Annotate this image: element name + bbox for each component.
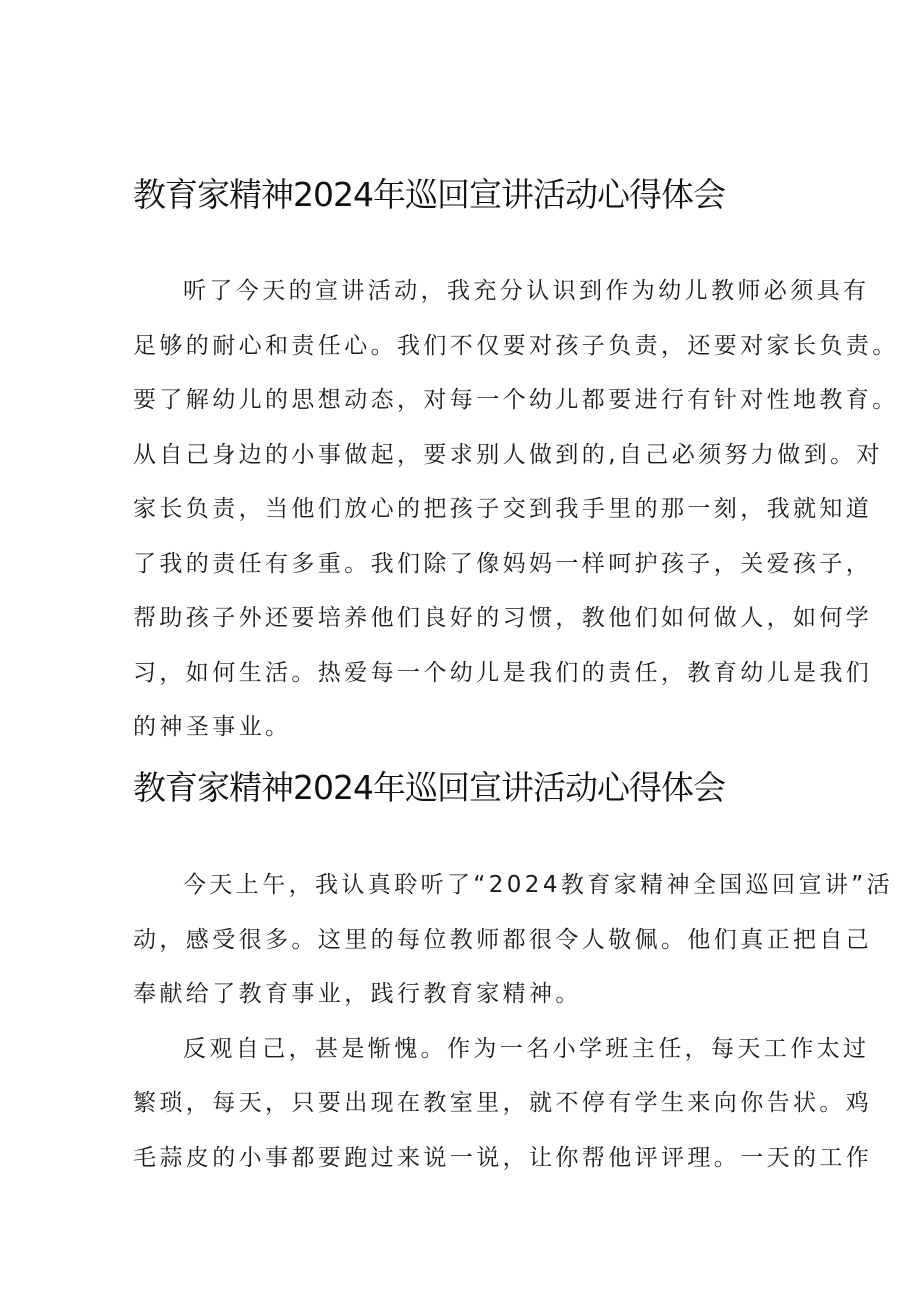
paragraph-line: 习，如何生活。热爱每一个幼儿是我们的责任，教育幼儿是我们 [133,659,873,686]
article-body-2 [133,862,893,1189]
paragraph-line: 繁琐，每天，只要出现在教室里，就不停有学生来向你告状。鸡 [133,1090,873,1116]
paragraph-line: 奉献给了教育事业，践行教育家精神。 [133,981,582,1007]
paragraph-line: 今天上午，我认真聆听了“2024教育家精神全国巡回宣讲”活 [183,872,893,898]
paragraph-line: 家长负责，当他们放心的把孩子交到我手里的那一刻，我就知道 [133,496,873,522]
paragraph-line: 的神圣事业。 [133,714,292,740]
paragraph-line: 了我的责任有多重。我们除了像妈妈一样呵护孩子，关爱孩子， [133,550,873,577]
paragraph-line: 足够的耐心和责任心。我们不仅要对孩子负责，还要对家长负责。 [133,332,899,359]
paragraph-line: 反观自己，甚是惭愧。作为一名小学班主任，每天工作太过 [183,1035,870,1062]
article-title-2: 教育家精神2024年巡回宣讲活动心得体会 [133,768,725,807]
article-title-1: 教育家精神2024年巡回宣讲活动心得体会 [133,175,725,214]
paragraph-line: 要了解幼儿的思想动态，对每一个幼儿都要进行有针对性地教育。 [133,387,899,413]
paragraph-line: 听了今天的宣讲活动，我充分认识到作为幼儿教师必须具有 [183,278,870,304]
article-body-1 [133,268,899,759]
paragraph-line: 动，感受很多。这里的每位教师都很令人敬佩。他们真正把自己 [133,926,873,953]
paragraph-line: 毛蒜皮的小事都要跑过来说一说，让你帮他评评理。一天的工作 [133,1144,873,1171]
paragraph-line: 从自己身边的小事做起，要求别人做到的,自己必须努力做到。对 [133,441,883,468]
paragraph-line: 帮助孩子外还要培养他们良好的习惯，教他们如何做人，如何学 [133,605,873,631]
